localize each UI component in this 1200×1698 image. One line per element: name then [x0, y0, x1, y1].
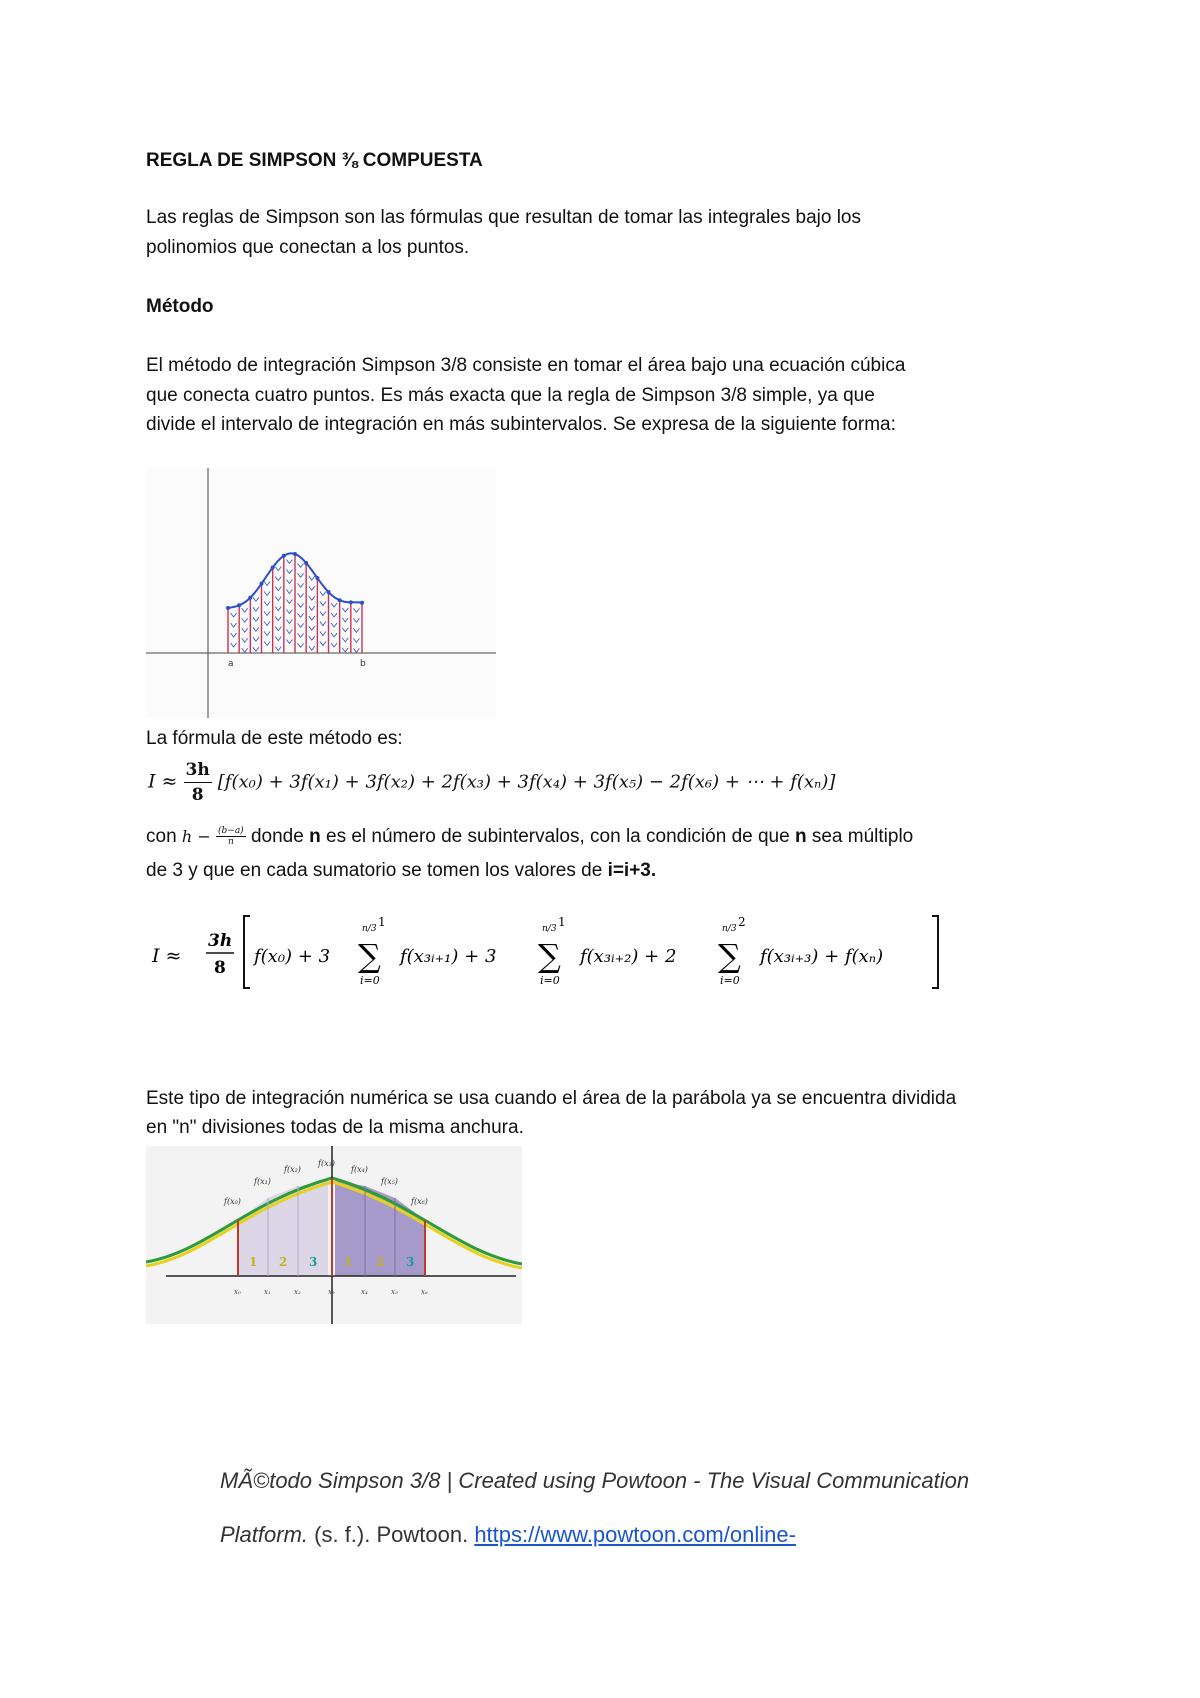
formula-2: [150, 912, 950, 992]
reference-platform: Platform.: [220, 1522, 309, 1547]
intro-line-1: Las reglas de Simpson son las fórmulas que resultan de tomar las integrales bajo los: [146, 207, 861, 228]
strip-hatch: [353, 638, 359, 642]
segment-number: 1: [344, 1255, 353, 1269]
strip-hatch: [275, 597, 281, 601]
condition-h: h −: [181, 827, 211, 846]
x-tick-label: x₅: [391, 1288, 398, 1296]
sum-2-sigma: ∑: [538, 937, 561, 975]
condition-n-2: n: [794, 826, 807, 847]
strip-hatch: [275, 607, 281, 611]
x-tick-label: x₄: [361, 1288, 368, 1296]
method-line-1: El método de integración Simpson 3/8 consiste en tomar el área bajo una ecuación cúbica: [146, 355, 906, 376]
left-bracket: [244, 916, 250, 988]
condition-rule: i=i+3.: [607, 860, 657, 881]
strip-hatch: [275, 567, 281, 571]
strip-hatch: [298, 613, 304, 617]
strip-hatch: [275, 647, 281, 651]
condition-part1: donde: [250, 826, 304, 847]
strip-hatch: [353, 608, 359, 612]
strip-hatch: [286, 599, 292, 603]
strip-hatch: [320, 612, 326, 616]
method-line-2: que conecta cuatro puntos. Es más exacta que la regla de Simpson 3/8 simple, ya que: [146, 385, 875, 406]
x-tick-label: x₃: [328, 1288, 335, 1296]
bell-curve-graph: [146, 1146, 522, 1324]
label-b: b: [360, 659, 366, 669]
segment-number: 3: [406, 1255, 415, 1269]
usage-line-1: Este tipo de integración numérica se usa cuando el área de la parábola ya se encuentra dividida: [146, 1088, 957, 1109]
strip-hatch: [320, 642, 326, 646]
strip-hatch: [286, 589, 292, 593]
strip-hatch: [253, 607, 259, 611]
segment-number: 1: [249, 1255, 258, 1269]
intro-line-2: polinomios que conectan a los puntos.: [146, 237, 470, 258]
strip-hatch: [298, 633, 304, 637]
strip-hatch: [275, 617, 281, 621]
sum-1-top-frac: n/3: [362, 924, 377, 934]
yellow-curve: [146, 1182, 522, 1268]
x-tick-label: x₀: [234, 1288, 241, 1296]
sum-3-bottom: i=0: [720, 974, 740, 987]
strip-hatch: [298, 643, 304, 647]
x-tick-labels: [234, 1288, 428, 1296]
function-label: f(x₀): [224, 1197, 241, 1206]
strip-hatch: [286, 639, 292, 643]
strip-hatch: [286, 579, 292, 583]
strip-hatch: [320, 592, 326, 596]
method-heading: Método: [146, 296, 214, 317]
formula-1-coefficient: [184, 758, 212, 807]
strip-lines: [226, 552, 364, 653]
document-title: REGLA DE SIMPSON ⅜ COMPUESTA: [146, 150, 483, 171]
strip-hatch: [342, 608, 348, 612]
segment-number: 3: [309, 1255, 318, 1269]
strip-hatch: [286, 559, 292, 563]
strip-hatch: [331, 623, 337, 627]
x-tick-label: x₂: [294, 1288, 301, 1296]
formula-2-term-2: f(x₃ᵢ₊₂) + 2: [580, 946, 677, 967]
strip-hatch: [342, 638, 348, 642]
strip-hatch: [331, 633, 337, 637]
strip-hatch: [320, 602, 326, 606]
formula-1: [148, 758, 835, 807]
formula-1-body: [f(x₀) + 3f(x₁) + 3f(x₂) + 2f(x₃) + 3f(x₄) + 3f(x₅) − 2f(x₆) + ⋯ + f(xₙ)]: [217, 771, 836, 793]
formula-1-coef-den: 8: [191, 785, 204, 805]
strip-hatch: [342, 618, 348, 622]
reference-link[interactable]: https://www.powtoon.com/online-: [474, 1522, 796, 1547]
formula-1-coef-num: 3h: [184, 758, 212, 783]
strip-hatch: [231, 633, 237, 637]
strip-hatch: [309, 576, 315, 580]
strip-hatch: [264, 621, 270, 625]
simpson-strips-figure: [146, 468, 496, 718]
strip-hatch: [309, 596, 315, 600]
strip-hatch: [242, 638, 248, 642]
strip-hatch: [264, 611, 270, 615]
strip-hatch: [309, 586, 315, 590]
strip-hatch: [298, 583, 304, 587]
sum-3-top-frac: n/3: [722, 924, 737, 934]
strip-hatch: [298, 563, 304, 567]
formula-intro: La fórmula de este método es:: [146, 728, 403, 749]
strip-hatch: [298, 593, 304, 597]
sum-1-top-minus: 1: [378, 915, 386, 929]
strip-hatch: [253, 647, 259, 651]
strip-hatch: [309, 636, 315, 640]
strip-hatch: [264, 591, 270, 595]
sum-2-top-frac: n/3: [542, 924, 557, 934]
strip-hatch: [253, 627, 259, 631]
strip-hatch: [253, 597, 259, 601]
strip-hatch: [231, 623, 237, 627]
strip-hatch: [309, 616, 315, 620]
strip-hatch: [253, 617, 259, 621]
condition-part2: es el número de subintervalos, con la condición de que: [326, 826, 790, 847]
reference-line-2: [220, 1518, 796, 1552]
function-label: f(x₂): [284, 1165, 301, 1174]
strip-hatch: [320, 632, 326, 636]
strip-hatch: [264, 601, 270, 605]
segment-number: 2: [376, 1255, 385, 1269]
strip-hatch: [264, 631, 270, 635]
formula-2-term-3: f(x₃ᵢ₊₃) + f(xₙ): [760, 946, 884, 967]
strip-hatch: [264, 581, 270, 585]
strip-hatch: [353, 628, 359, 632]
condition-n-1: n: [309, 826, 321, 847]
reference-source: (s. f.). Powtoon.: [308, 1522, 475, 1547]
strip-hatch: [242, 618, 248, 622]
strip-hatch: [286, 619, 292, 623]
condition-h-fraction: [216, 826, 246, 847]
strip-hatch: [286, 629, 292, 633]
strip-hatch: [231, 643, 237, 647]
strip-hatch: [253, 637, 259, 641]
function-label: f(x₄): [351, 1165, 368, 1174]
strip-hatch: [275, 627, 281, 631]
condition-con: con: [146, 826, 177, 847]
strip-hatch: [275, 637, 281, 641]
strip-hatch: [286, 609, 292, 613]
bell-curve-figure: [146, 1146, 522, 1324]
strip-hatch: [264, 641, 270, 645]
sum-3-sigma: ∑: [718, 937, 741, 975]
strip-hatch: [331, 603, 337, 607]
formula-2-term-0: f(x₀) + 3: [254, 946, 331, 967]
formula-2-coef-den: 8: [214, 958, 226, 978]
sum-1-sigma: ∑: [358, 937, 381, 975]
x-tick-label: x₆: [421, 1288, 428, 1296]
formula-1-lhs: I ≈: [148, 770, 178, 793]
strip-hatch: [309, 646, 315, 650]
strip-hatch: [331, 643, 337, 647]
strip-hatch: [309, 606, 315, 610]
sum-1-bottom: i=0: [360, 974, 380, 987]
sum-2-bottom: i=0: [540, 974, 560, 987]
strip-hatch: [275, 587, 281, 591]
function-label: f(x₃): [318, 1159, 335, 1168]
strip-hatch: [231, 613, 237, 617]
label-a: a: [228, 659, 234, 669]
simpson-strips-graph: [146, 468, 496, 718]
x-tick-label: x₁: [264, 1288, 271, 1296]
usage-line-2: en "n" divisiones todas de la misma anchura.: [146, 1117, 524, 1138]
strip-hatch: [298, 603, 304, 607]
green-curve: [146, 1178, 522, 1264]
strip-hatch: [298, 573, 304, 577]
strip-hatch: [242, 608, 248, 612]
formula-2-coef-num: 3h: [208, 931, 233, 951]
condition-line-1: [146, 822, 913, 852]
condition-part3: sea múltiplo: [811, 826, 914, 847]
condition-h-den: n: [227, 837, 234, 848]
formula-2-term-1: f(x₃ᵢ₊₁) + 3: [400, 946, 497, 967]
sum-2-top-minus: 1: [558, 915, 566, 929]
strip-hatch: [320, 622, 326, 626]
formula-2-lhs: I ≈: [152, 945, 182, 967]
strip-hatch: [353, 618, 359, 622]
strip-hatch: [353, 648, 359, 652]
strip-hatch: [298, 623, 304, 627]
right-bracket: [932, 916, 938, 988]
function-label: f(x₆): [411, 1197, 428, 1206]
sum-3-top-minus: 2: [738, 915, 746, 929]
function-label: f(x₁): [254, 1177, 271, 1186]
strip-hatch: [342, 648, 348, 652]
strip-hatch: [242, 628, 248, 632]
method-line-3: divide el intervalo de integración en más subintervalos. Se expresa de la siguiente forma:: [146, 414, 896, 435]
strip-hatch: [331, 613, 337, 617]
strip-hatch: [242, 648, 248, 652]
strip-hatch: [286, 569, 292, 573]
reference-line-1: MÃ©todo Simpson 3/8 | Created using Powtoon - The Visual Communication: [220, 1468, 970, 1493]
strip-hatch: [342, 628, 348, 632]
condition-line-2-text: de 3 y que en cada sumatorio se tomen los valores de: [146, 860, 603, 881]
strip-hatch: [275, 577, 281, 581]
segment-number: 2: [279, 1255, 288, 1269]
condition-line-2: [146, 856, 656, 886]
condition-h-num: (b−a): [218, 826, 244, 837]
function-label: f(x₅): [381, 1177, 398, 1186]
strip-hatch: [309, 626, 315, 630]
formula-2-graphic: [150, 912, 950, 992]
